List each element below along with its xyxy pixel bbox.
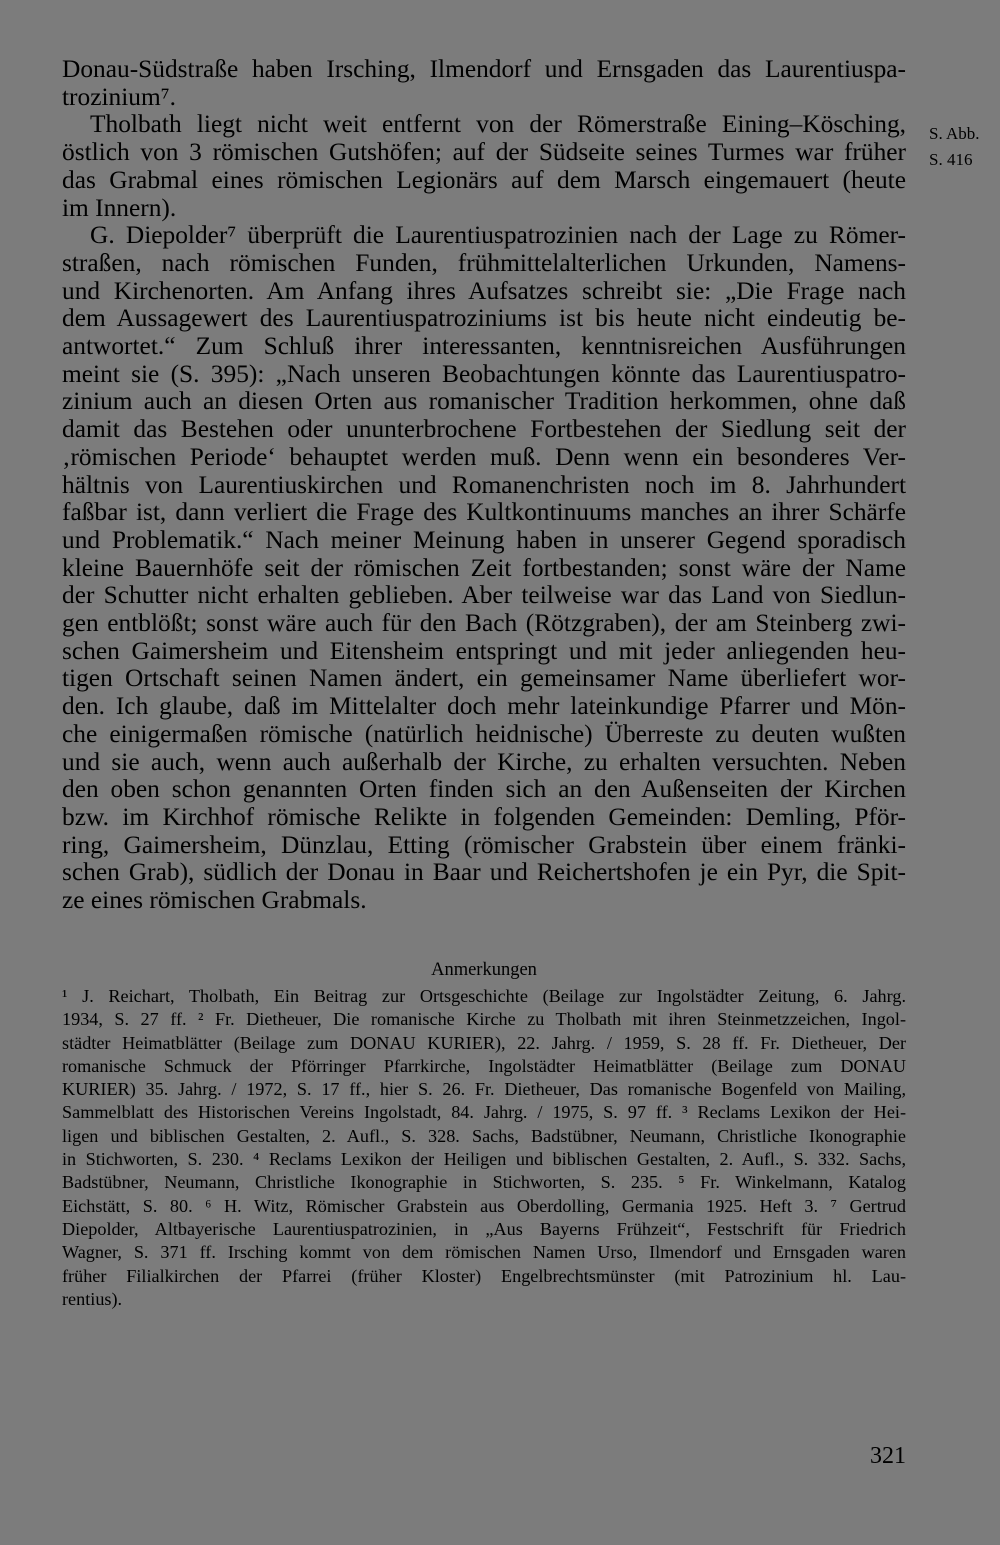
body-line: der Schutter nicht erhalten geblieben. Aber teilweise war das Land von Siedlun-	[62, 581, 906, 610]
note-line: ¹ J. Reichart, Tholbath, Ein Beitrag zur Ortsgeschichte (Beilage zur Ingolstädter Zeitung, 6. Jahrg.	[62, 986, 906, 1006]
note-line: Eichstätt, S. 80. ⁶ H. Witz, Römischer Grabstein aus Oberdolling, Germania 1925. Heft 3. ⁷ Gertrud	[62, 1195, 906, 1216]
body-line: ring, Gaimersheim, Dünzlau, Etting (römischer Grabstein über einem fränki-	[62, 830, 906, 859]
body-line: meint sie (S. 395): „Nach unseren Beobachtungen könnte das Laurentiuspatro-	[62, 359, 906, 388]
note-line: rentius).	[62, 1288, 123, 1309]
body-line: gen entblößt; sonst wäre auch für den Bach (Rötzgraben), der am Steinberg zwi-	[62, 609, 906, 638]
body-line: Tholbath liegt nicht weit entfernt von der Römerstraße Eining–Kösching,	[90, 110, 906, 139]
body-line: trozinium⁷.	[62, 82, 176, 111]
body-line: schen Gaimersheim und Eitensheim entspringt und mit jeder anliegenden heu-	[62, 636, 906, 665]
body-line: schen Grab), südlich der Donau in Baar und Reichertshofen je ein Pyr, die Spit-	[62, 858, 906, 887]
body-line: damit das Bestehen oder ununterbrochene Fortbestehen der Siedlung seit der	[62, 415, 906, 444]
note-line: früher Filialkirchen der Pfarrei (früher Kloster) Engelbrechtsmünster (mit Patrozinium hl. Lau-	[62, 1265, 906, 1286]
body-line: und Kirchenorten. Am Anfang ihres Aufsatzes schreibt sie: „Die Frage nach	[62, 276, 906, 305]
note-line: romanische Schmuck der Pförringer Pfarrkirche, Ingolstädter Heimatblätter (Beilage zum DONAU	[62, 1055, 906, 1076]
body-line: bzw. im Kirchhof römische Relikte in folgenden Gemeinden: Demling, Pför-	[62, 802, 906, 831]
note-line: KURIER) 35. Jahrg. / 1972, S. 17 ff., hier S. 26. Fr. Dietheuer, Das romanische Bogenfeld von Mailing,	[62, 1079, 906, 1100]
note-line: ligen und biblischen Gestalten, 2. Aufl., S. 328. Sachs, Badstübner, Neumann, Christliche Ikonographie	[62, 1125, 906, 1146]
note-line: 1934, S. 27 ff. ² Fr. Dietheuer, Die romanische Kirche zu Tholbath mit ihren Steinmetzzeichen, Ingol-	[62, 1009, 906, 1030]
body-line: che einigermaßen römische (natürlich heidnische) Überreste zu deuten wußten	[62, 719, 906, 748]
note-line: städter Heimatblätter (Beilage zum DONAU KURIER), 22. Jahrg. / 1959, S. 28 ff. Fr. Dietheuer, Der	[62, 1032, 906, 1053]
body-line: den oben schon genannten Orten finden sich an den Außenseiten der Kirchen	[62, 775, 906, 804]
body-line: zinium auch an diesen Orten aus romanischer Tradition herkommen, ohne daß	[62, 387, 906, 416]
body-line: G. Diepolder⁷ überprüft die Laurentiuspatrozinien nach der Lage zu Römer-	[90, 221, 906, 250]
note-line: Badstübner, Neumann, Christliche Ikonographie in Stichworten, S. 235. ⁵ Fr. Winkelmann, Katalog	[62, 1172, 906, 1193]
body-line: kleine Bauernhöfe seit der römischen Zeit fortbestanden; sonst wäre der Name	[62, 553, 906, 582]
body-line: ‚römischen Periode‘ behauptet werden muß. Denn wenn ein besonderes Ver-	[62, 442, 906, 471]
body-text	[62, 56, 906, 915]
page-number: 321	[870, 1443, 906, 1469]
footnotes	[62, 985, 906, 1311]
body-line: faßbar ist, dann verliert die Frage des Kultkontinuums manches an ihrer Schärfe	[62, 498, 906, 527]
body-line: und sie auch, wenn auch außerhalb der Kirche, zu erhalten versuchten. Neben	[62, 747, 906, 776]
margin-note-line: S. Abb.	[929, 124, 980, 143]
body-line: dem Aussagewert des Laurentiuspatroziniums ist bis heute nicht eindeutig be-	[62, 304, 906, 333]
note-line: in Stichworten, S. 230. ⁴ Reclams Lexikon der Heiligen und biblischen Gestalten, 2. Aufl., S. 332. Sachs,	[62, 1149, 906, 1170]
body-line: tigen Ortschaft seinen Namen ändert, ein gemeinsamer Name überliefert wor-	[62, 664, 906, 693]
body-line: den. Ich glaube, daß im Mittelalter doch mehr lateinkundige Pfarrer und Mön-	[62, 692, 906, 721]
notes-heading: Anmerkungen	[431, 960, 537, 980]
body-line: und Problematik.“ Nach meiner Meinung haben in unserer Gegend sporadisch	[62, 525, 906, 554]
note-line: Diepolder, Altbayerische Laurentiuspatrozinien, in „Aus Bayerns Frühzeit“, Festschrift für Friedrich	[62, 1218, 906, 1239]
body-line: straßen, nach römischen Funden, frühmittelalterlichen Urkunden, Namens-	[62, 248, 906, 277]
body-line: Donau-Südstraße haben Irsching, Ilmendorf und Ernsgaden das Laurentiuspa-	[62, 55, 906, 83]
body-line: hältnis von Laurentiuskirchen und Romanenchristen noch im 8. Jahrhundert	[62, 470, 906, 499]
body-line: das Grabmal eines römischen Legionärs auf dem Marsch eingemauert (heute	[62, 165, 906, 194]
body-line: im Innern).	[62, 193, 177, 222]
note-line: Wagner, S. 371 ff. Irsching kommt von dem römischen Namen Urso, Ilmendorf und Ernsgaden waren	[62, 1242, 906, 1263]
body-line: antwortet.“ Zum Schluß ihrer interessanten, kenntnisreichen Ausführungen	[62, 332, 906, 361]
margin-note	[929, 121, 995, 173]
note-line: Sammelblatt des Historischen Vereins Ingolstadt, 84. Jahrg. / 1975, S. 97 ff. ³ Reclams Lexikon der Hei-	[62, 1102, 906, 1123]
body-line: ze eines römischen Grabmals.	[62, 886, 367, 915]
margin-note-line: S. 416	[929, 150, 973, 169]
body-line: östlich von 3 römischen Gutshöfen; auf der Südseite seines Turmes war früher	[62, 138, 906, 167]
